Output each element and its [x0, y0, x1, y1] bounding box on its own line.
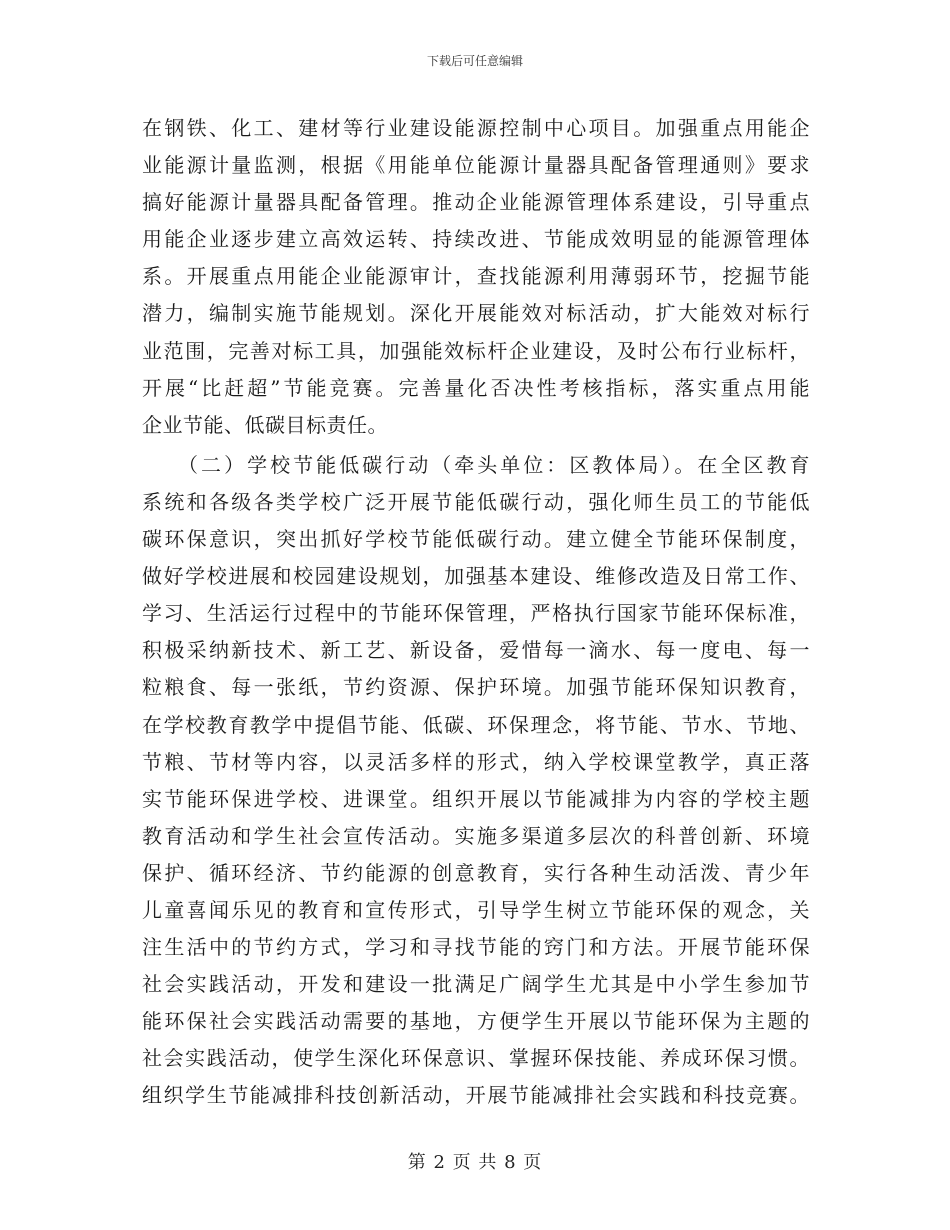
text-line: 粒粮食、每一张纸，节约资源、保护环境。加强节能环保知识教育，: [142, 675, 810, 700]
paragraph-1: [142, 110, 810, 444]
text-line: 儿童喜闻乐见的教育和宣传形式，引导学生树立节能环保的观念，关: [142, 897, 810, 922]
text-line: 社会实践活动，开发和建设一批满足广阔学生尤其是中小学生参加节: [142, 972, 810, 997]
text-line: 业能源计量监测，根据《用能单位能源计量器具配备管理通则》要求: [142, 153, 810, 178]
text-line: 积极采纳新技术、新工艺、新设备，爱惜每一滴水、每一度电、每一: [142, 638, 810, 663]
text-line: 搞好能源计量器具配备管理。推动企业能源管理体系建设，引导重点: [142, 190, 810, 215]
text-line: 在钢铁、化工、建材等行业建设能源控制中心项目。加强重点用能企: [142, 116, 810, 140]
text-line: 开展“比赶超”节能竞赛。完善量化否决性考核指标，落实重点用能: [142, 375, 810, 400]
text-line: 系统和各级各类学校广泛开展节能低碳行动，强化师生员工的节能低: [142, 489, 810, 514]
text-line: 系。开展重点用能企业能源审计，查找能源利用薄弱环节，挖掘节能: [142, 264, 810, 289]
document-body: [142, 110, 810, 1115]
text-line: 注生活中的节约方式，学习和寻找节能的窍门和方法。开展节能环保: [142, 935, 810, 960]
text-line: 潜力，编制实施节能规划。深化开展能效对标活动，扩大能效对标行: [142, 301, 810, 326]
text-line: 碳环保意识，突出抓好学校节能低碳行动。建立健全节能环保制度，: [142, 527, 810, 552]
text-line: 业范围，完善对标工具，加强能效标杆企业建设，及时公布行业标杆，: [142, 338, 810, 363]
text-line: 组织学生节能减排科技创新活动，开展节能减排社会实践和科技竞赛。: [142, 1083, 810, 1108]
paragraph-2: [142, 447, 810, 1115]
text-line: 实节能环保进学校、进课堂。组织开展以节能减排为内容的学校主题: [142, 786, 810, 811]
text-line: 在学校教育教学中提倡节能、低碳、环保理念，将节能、节水、节地、: [142, 712, 810, 737]
text-line: 学习、生活运行过程中的节能环保管理，严格执行国家节能环保标准，: [142, 601, 810, 626]
text-line: 保护、循环经济、节约能源的创意教育，实行各种生动活泼、青少年: [142, 860, 810, 885]
text-line: 用能企业逐步建立高效运转、持续改进、节能成效明显的能源管理体: [142, 227, 810, 252]
text-line: 企业节能、低碳目标责任。: [142, 412, 388, 437]
text-line: 教育活动和学生社会宣传活动。实施多渠道多层次的科普创新、环境: [142, 823, 810, 848]
page-number: 第 2 页 共 8 页: [407, 1152, 543, 1173]
text-line: 能环保社会实践活动需要的基地，方便学生开展以节能环保为主题的: [142, 1009, 810, 1034]
text-line: 节粮、节材等内容，以灵活多样的形式，纳入学校课堂教学，真正落: [142, 749, 810, 774]
text-line: 做好学校进展和校园建设规划，加强基本建设、维修改造及日常工作、: [142, 564, 810, 589]
text-line: （二）学校节能低碳行动（牵头单位：区教体局）。在全区教育: [142, 452, 810, 477]
text-line: 社会实践活动，使学生深化环保意识、掌握环保技能、养成环保习惯。: [142, 1046, 810, 1071]
page-header: 下载后可任意编辑: [426, 54, 523, 68]
